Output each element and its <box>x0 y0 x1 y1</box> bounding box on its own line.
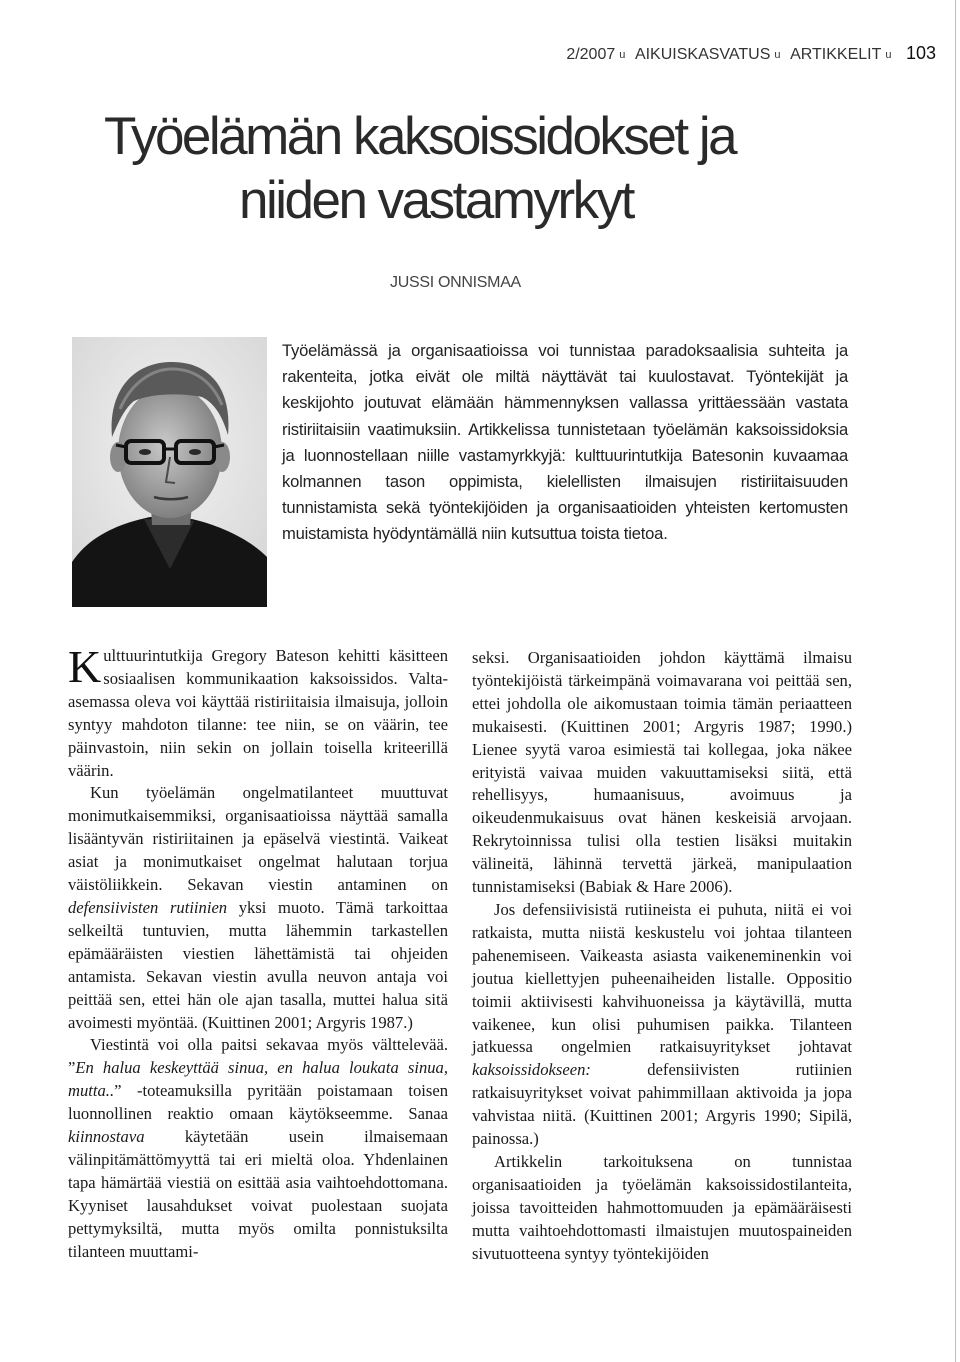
paragraph-text: Viestintä voi olla paitsi sekavaa myös välttelevää. ” <box>68 1035 448 1078</box>
body-paragraph: Artikkelin tarkoituksena on tunnistaa organisaatioiden ja työelämän kaksoissidostilanteita, joissa tavoitteiden hahmottomuuden ja epämääräisesti mutta vaihtoehdottomasti ilmaistujen muutospaineiden sivutuotteena syntyy työntekijöiden <box>472 1151 852 1263</box>
body-paragraph <box>68 1034 448 1263</box>
section-name: ARTIKKELIT <box>790 46 882 63</box>
emphasis-text: En halua keskeyttää sinua, en halua loukata sinua, mutta.. <box>68 1058 448 1101</box>
paragraph-text: ulttuurintutkija Gregory Bateson kehitti käsitteen sosiaalisen kommunikaation kaksoissidos. Valta-asemassa oleva voi käyttää ristiriitaisia ilmaisuja, jolloin syntyy mahdoton tilanne: tee niin, se on väärin, tee päinvastoin, niin sekin on jollain toisella kriteerillä väärin. <box>68 646 448 780</box>
emphasis-text: kiinnostava <box>68 1127 145 1147</box>
paragraph-text: Jos defensiivisistä rutiineista ei puhuta, niitä ei voi ratkaista, mutta niistä keskustelu voi johtaa tilanteen pahenemiseen. Vaikeasta asiasta vaikeneminenkin voi joutua kiellettyjen puheenaiheiden listalle. Oppositio toimii aktiivisesti kahvihuoneissa ja käytävillä, mutta vaikenee, kun olisi puhumisen paikka. Tilanteen jatkuessa ongelmien ratkaisuyritykset johtavat <box>472 899 852 1057</box>
title-line-1: Työelämän kaksoissidokset ja <box>104 107 736 166</box>
separator-glyph: u <box>885 49 892 61</box>
body-column-left <box>68 641 448 1263</box>
issue-number: 2/2007 <box>566 46 616 63</box>
article-ingress: Työelämässä ja organisaatioissa voi tunnistaa paradoksaalisia suhteita ja rakenteita, jotka eivät ole miltä näyttävät tai kuulostavat. Työntekijät ja keskijohto joutuvat elämään hämmennyksen vallassa yrittäessään vastata ristiriitaisiin vaatimuksiin. Artikkelissa tunnistetaan työelämän kaksoissidoksia ja luonnostellaan niille vastamyrkkyjä: kulttuurintutkija Batesonin kuvaamaa kolmannen tason oppimista, kielellisten ilmaisujen ristiriitaisuuden tunnistamista sekä työntekijöiden ja organisaatioiden yhteisten kertomusten muistamista hyödyntämällä niin kutsuttua toista tietoa. <box>282 341 848 544</box>
running-header <box>566 43 936 64</box>
page-edge-line <box>955 0 956 1362</box>
page-number: 103 <box>905 43 936 63</box>
journal-name: AIKUISKASVATUS <box>634 46 771 63</box>
body-paragraph <box>68 782 448 1034</box>
body-paragraph <box>472 899 852 1151</box>
paragraph-text: defensiivisten rutiinien ratkaisuyritykset voivat pahimmillaan aktivoida ja jopa vahvistaa niitä. (Kuittinen 2001; Argyris 1990; Sipilä, painossa.) <box>472 1060 852 1149</box>
author-photo <box>72 337 267 607</box>
author-name: JUSSI ONNISMAA <box>390 274 521 291</box>
separator-glyph: u <box>774 49 781 61</box>
paragraph-text: yksi muoto. Tämä tarkoittaa selkeiltä tuntuvien, mutta lähemmin tarkastellen epämääräisten viestien lähettämistä tai ohjeiden antamista. Sekavan viestin avulla neuvon antaja voi peittää sen, ettei hän ole ajan tasalla, muttei halua sitä avoimesti myöntää. (Kuittinen 2001; Argyris 1987.) <box>68 897 448 1032</box>
emphasis-text: kaksoissidokseen: <box>472 1060 591 1080</box>
title-line-2: niiden vastamyrkyt <box>239 171 633 230</box>
body-paragraph <box>68 641 448 782</box>
paragraph-text: käytetään usein ilmaisemaan välinpitämättömyyttä tai eri mieltä oloa. Yhdenlainen tapa hämärtää viestiä on esittää asia vaihtoehdottomana. Kyyniset lausahdukset voivat puolestaan suojata pettymyksiltä, mutta myös omilta ponnistuksilta tilanteen muuttami- <box>68 1127 448 1261</box>
body-paragraph: seksi. Organisaatioiden johdon käyttämä ilmaisu työntekijöistä tärkeimpänä voimavarana voi peittää sen, ettei johdolla ole aikomustaan toimia tämän periaatteen mukaisesti. (Kuittinen 2001; Argyris 1987; 1990.) Lienee syytä varoa esimiestä tai kollegaa, joka näkee erityistä vaivaa muiden vakuuttamiseksi siitä, että rehellisyys, humaanisuus, avoimuus ja oikeudenmukaisuus ovat hänen keskeisiä arvojaan. Rekrytoinnissa tulisi olla testien lisäksi muitakin välineitä, lähinnä tervettä järkeä, manipulaation tunnistamiseksi (Babiak & Hare 2006). <box>472 648 852 897</box>
paragraph-text: Kun työelämän ongelmatilanteet muuttuvat monimutkaisemmiksi, organisaatioissa näyttää samalla lisääntyvän ristiriitainen ja epäselvä viestintä. Vaikeat asiat ja monimutkaiset ongelmat halutaan torjua väistöliikkein. Sekavan viestin antaminen on <box>68 783 448 895</box>
body-column-right <box>472 647 852 1265</box>
drop-cap: K <box>68 641 102 692</box>
separator-glyph: u <box>619 49 626 61</box>
paragraph-text: ” -toteamuksilla pyritään poistamaan toisen luonnollinen reaktio omaan käytökseemme. Sanaa <box>68 1081 448 1124</box>
emphasis-text: defensiivisten rutiinien <box>68 897 228 917</box>
article-title <box>100 105 900 233</box>
